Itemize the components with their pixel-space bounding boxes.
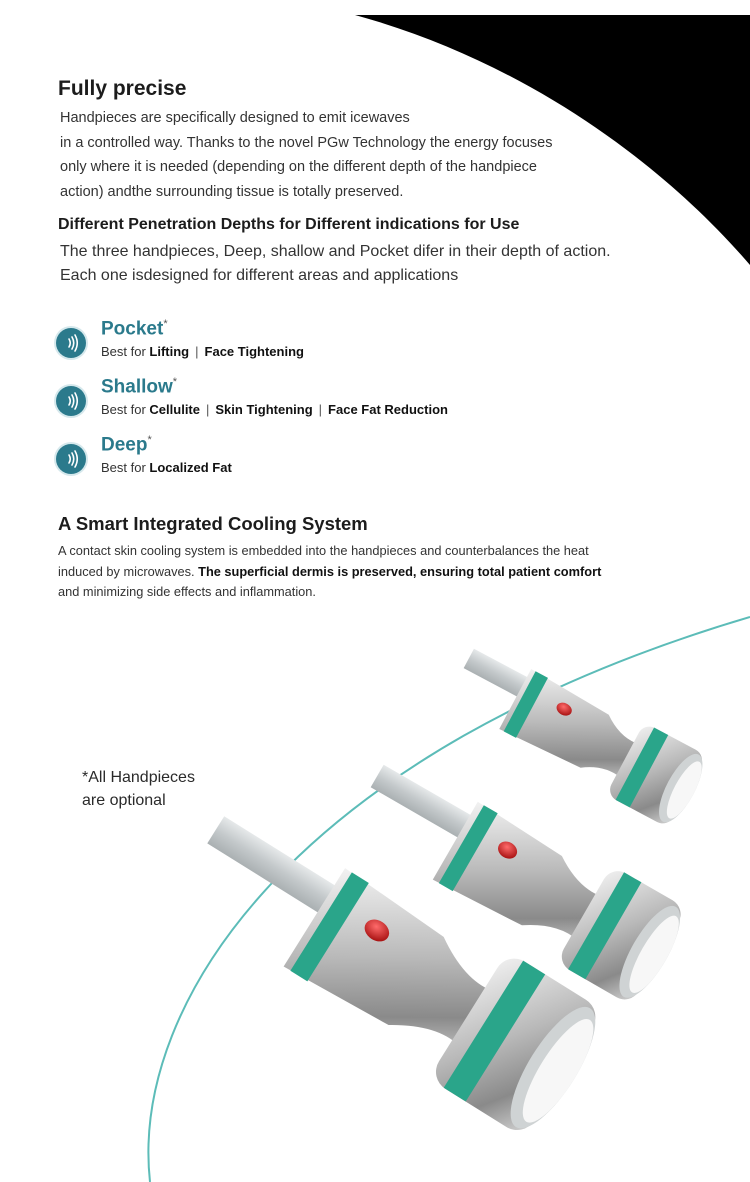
wave-icon — [56, 386, 86, 416]
wave-icon — [56, 444, 86, 474]
handpiece-name: Pocket* — [101, 318, 168, 340]
cooling-text: A contact skin cooling system is embedded into the handpieces and counterbalances the heat induced by microwaves. The superficial dermis is preserved, ensuring total patient comfort and minimizing side effects and inflammation. — [58, 543, 602, 599]
handpiece-shallow — [56, 378, 656, 428]
handpiece-pocket — [56, 320, 656, 370]
handpieces-illustration — [0, 600, 750, 1182]
precise-text: Handpieces are specifically designed to emit icewaves in a controlled way. Thanks to the novel PGw Technology the energy focuses only where it is needed (depending on the different depth of the handpiece action) andthe surrounding tissue is totally preserved. — [60, 110, 553, 200]
precise-title: Fully precise — [58, 77, 187, 100]
handpiece-name: Shallow* — [101, 376, 178, 398]
handpiece-uses: Best for Cellulite | Skin Tightening | Face Fat Reduction — [101, 402, 448, 417]
handpiece-uses: Best for Lifting | Face Tightening — [101, 344, 304, 359]
handpiece-deep — [56, 436, 656, 486]
depths-text: The three handpieces, Deep, shallow and Pocket difer in their depth of action. Each one isdesigned for different areas and applications — [60, 243, 611, 284]
optional-note: *All Handpieces are optional — [82, 769, 195, 809]
cooling-title: A Smart Integrated Cooling System — [58, 513, 368, 534]
wave-icon — [56, 328, 86, 358]
handpiece-uses: Best for Localized Fat — [101, 460, 232, 475]
handpiece-small — [443, 635, 713, 830]
handpiece-large — [164, 786, 613, 1144]
handpiece-name: Deep* — [101, 434, 152, 456]
depths-title: Different Penetration Depths for Different indications for Use — [58, 216, 520, 233]
